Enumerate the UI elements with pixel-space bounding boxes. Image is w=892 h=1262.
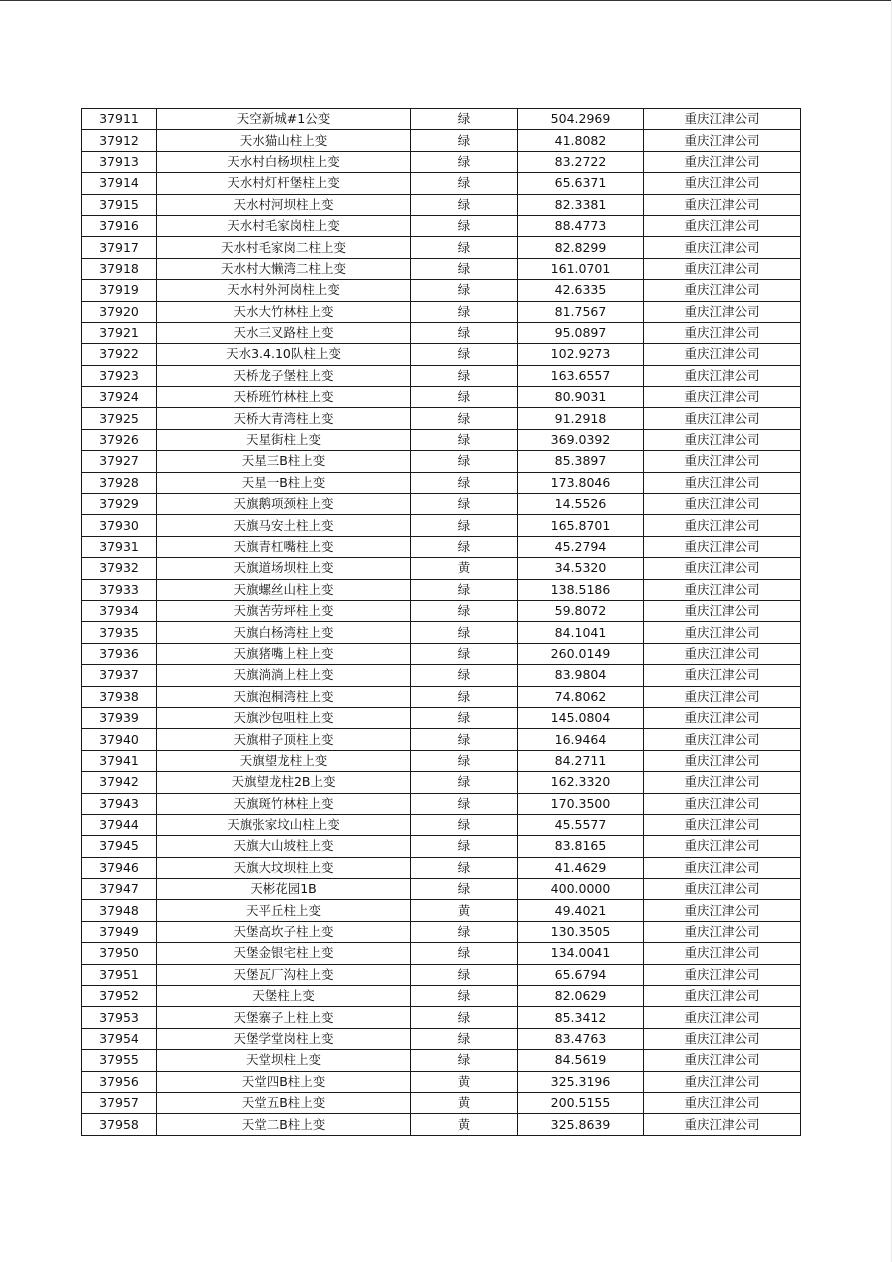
- status-cell: 绿: [411, 579, 518, 600]
- status-cell: 绿: [411, 665, 518, 686]
- company-cell: 重庆江津公司: [644, 173, 801, 194]
- value-cell: 84.5619: [518, 1050, 644, 1071]
- value-cell: 85.3897: [518, 451, 644, 472]
- value-cell: 504.2969: [518, 109, 644, 130]
- value-cell: 163.6557: [518, 365, 644, 386]
- status-cell: 绿: [411, 280, 518, 301]
- value-cell: 170.3500: [518, 793, 644, 814]
- status-cell: 绿: [411, 1050, 518, 1071]
- id-cell: 37925: [82, 408, 157, 429]
- id-cell: 37931: [82, 536, 157, 557]
- company-cell: 重庆江津公司: [644, 151, 801, 172]
- company-cell: 重庆江津公司: [644, 429, 801, 450]
- company-cell: 重庆江津公司: [644, 1028, 801, 1049]
- value-cell: 65.6371: [518, 173, 644, 194]
- id-cell: 37940: [82, 729, 157, 750]
- id-cell: 37955: [82, 1050, 157, 1071]
- name-cell: 天旗张家坟山柱上变: [157, 814, 411, 835]
- value-cell: 200.5155: [518, 1092, 644, 1113]
- value-cell: 138.5186: [518, 579, 644, 600]
- name-cell: 天旗猪嘴上柱上变: [157, 643, 411, 664]
- table-row: [82, 579, 801, 600]
- table-row: [82, 1092, 801, 1113]
- id-cell: 37913: [82, 151, 157, 172]
- table-row: [82, 986, 801, 1007]
- company-cell: 重庆江津公司: [644, 750, 801, 771]
- name-cell: 天空新城#1公变: [157, 109, 411, 130]
- value-cell: 102.9273: [518, 344, 644, 365]
- status-cell: 绿: [411, 986, 518, 1007]
- id-cell: 37949: [82, 921, 157, 942]
- company-cell: 重庆江津公司: [644, 408, 801, 429]
- company-cell: 重庆江津公司: [644, 1050, 801, 1071]
- id-cell: 37928: [82, 472, 157, 493]
- table-row: [82, 173, 801, 194]
- id-cell: 37921: [82, 322, 157, 343]
- status-cell: 绿: [411, 943, 518, 964]
- company-cell: 重庆江津公司: [644, 900, 801, 921]
- id-cell: 37953: [82, 1007, 157, 1028]
- table-row: [82, 130, 801, 151]
- status-cell: 绿: [411, 814, 518, 835]
- status-cell: 绿: [411, 472, 518, 493]
- table-row: [82, 772, 801, 793]
- status-cell: 绿: [411, 1028, 518, 1049]
- name-cell: 天旗泡桐湾柱上变: [157, 686, 411, 707]
- table-row: [82, 622, 801, 643]
- company-cell: 重庆江津公司: [644, 472, 801, 493]
- value-cell: 134.0041: [518, 943, 644, 964]
- company-cell: 重庆江津公司: [644, 879, 801, 900]
- table-row: [82, 280, 801, 301]
- status-cell: 绿: [411, 429, 518, 450]
- company-cell: 重庆江津公司: [644, 451, 801, 472]
- name-cell: 天旗白杨湾柱上变: [157, 622, 411, 643]
- status-cell: 绿: [411, 237, 518, 258]
- table-row: [82, 344, 801, 365]
- status-cell: 绿: [411, 600, 518, 621]
- table-row: [82, 707, 801, 728]
- value-cell: 45.5577: [518, 814, 644, 835]
- id-cell: 37923: [82, 365, 157, 386]
- table-row: [82, 536, 801, 557]
- company-cell: 重庆江津公司: [644, 1092, 801, 1113]
- status-cell: 黄: [411, 1071, 518, 1092]
- status-cell: 绿: [411, 109, 518, 130]
- status-cell: 绿: [411, 793, 518, 814]
- status-cell: 绿: [411, 536, 518, 557]
- id-cell: 37954: [82, 1028, 157, 1049]
- status-cell: 绿: [411, 344, 518, 365]
- id-cell: 37935: [82, 622, 157, 643]
- company-cell: 重庆江津公司: [644, 836, 801, 857]
- name-cell: 天堡柱上变: [157, 986, 411, 1007]
- value-cell: 80.9031: [518, 387, 644, 408]
- table-row: [82, 643, 801, 664]
- status-cell: 黄: [411, 900, 518, 921]
- status-cell: 绿: [411, 451, 518, 472]
- value-cell: 260.0149: [518, 643, 644, 664]
- name-cell: 天水大竹林柱上变: [157, 301, 411, 322]
- name-cell: 天水村大懒湾二柱上变: [157, 258, 411, 279]
- company-cell: 重庆江津公司: [644, 729, 801, 750]
- name-cell: 天平丘柱上变: [157, 900, 411, 921]
- status-cell: 绿: [411, 130, 518, 151]
- name-cell: 天水村外河岗柱上变: [157, 280, 411, 301]
- status-cell: 绿: [411, 622, 518, 643]
- company-cell: 重庆江津公司: [644, 772, 801, 793]
- table-row: [82, 215, 801, 236]
- status-cell: 黄: [411, 1092, 518, 1113]
- id-cell: 37936: [82, 643, 157, 664]
- company-cell: 重庆江津公司: [644, 1114, 801, 1135]
- status-cell: 绿: [411, 707, 518, 728]
- id-cell: 37948: [82, 900, 157, 921]
- name-cell: 天旗望龙柱2B上变: [157, 772, 411, 793]
- table-row: [82, 515, 801, 536]
- company-cell: 重庆江津公司: [644, 1007, 801, 1028]
- table-row: [82, 109, 801, 130]
- table-row: [82, 237, 801, 258]
- table-row: [82, 1071, 801, 1092]
- table-row: [82, 900, 801, 921]
- name-cell: 天旗苦劳坪柱上变: [157, 600, 411, 621]
- name-cell: 天旗沙包咀柱上变: [157, 707, 411, 728]
- name-cell: 天旗螺丝山柱上变: [157, 579, 411, 600]
- company-cell: 重庆江津公司: [644, 109, 801, 130]
- status-cell: 绿: [411, 964, 518, 985]
- id-cell: 37920: [82, 301, 157, 322]
- value-cell: 81.7567: [518, 301, 644, 322]
- table-row: [82, 793, 801, 814]
- id-cell: 37924: [82, 387, 157, 408]
- value-cell: 85.3412: [518, 1007, 644, 1028]
- id-cell: 37943: [82, 793, 157, 814]
- status-cell: 绿: [411, 921, 518, 942]
- value-cell: 41.8082: [518, 130, 644, 151]
- value-cell: 82.8299: [518, 237, 644, 258]
- value-cell: 45.2794: [518, 536, 644, 557]
- name-cell: 天星街柱上变: [157, 429, 411, 450]
- company-cell: 重庆江津公司: [644, 1071, 801, 1092]
- status-cell: 黄: [411, 1114, 518, 1135]
- table-row: [82, 151, 801, 172]
- id-cell: 37915: [82, 194, 157, 215]
- company-cell: 重庆江津公司: [644, 579, 801, 600]
- name-cell: 天旗斑竹林柱上变: [157, 793, 411, 814]
- table-row: [82, 921, 801, 942]
- company-cell: 重庆江津公司: [644, 344, 801, 365]
- company-cell: 重庆江津公司: [644, 793, 801, 814]
- id-cell: 37941: [82, 750, 157, 771]
- name-cell: 天水猫山柱上变: [157, 130, 411, 151]
- name-cell: 天堡高坎子柱上变: [157, 921, 411, 942]
- name-cell: 天桥班竹林柱上变: [157, 387, 411, 408]
- company-cell: 重庆江津公司: [644, 707, 801, 728]
- table-row: [82, 408, 801, 429]
- name-cell: 天旗大山坡柱上变: [157, 836, 411, 857]
- value-cell: 325.3196: [518, 1071, 644, 1092]
- value-cell: 95.0897: [518, 322, 644, 343]
- id-cell: 37942: [82, 772, 157, 793]
- company-cell: 重庆江津公司: [644, 215, 801, 236]
- company-cell: 重庆江津公司: [644, 387, 801, 408]
- value-cell: 16.9464: [518, 729, 644, 750]
- value-cell: 49.4021: [518, 900, 644, 921]
- status-cell: 绿: [411, 857, 518, 878]
- id-cell: 37952: [82, 986, 157, 1007]
- id-cell: 37937: [82, 665, 157, 686]
- transformer-table: [81, 108, 801, 1136]
- name-cell: 天水村河坝柱上变: [157, 194, 411, 215]
- id-cell: 37950: [82, 943, 157, 964]
- value-cell: 83.8165: [518, 836, 644, 857]
- id-cell: 37916: [82, 215, 157, 236]
- id-cell: 37945: [82, 836, 157, 857]
- table-row: [82, 558, 801, 579]
- id-cell: 37912: [82, 130, 157, 151]
- name-cell: 天水村毛家岗柱上变: [157, 215, 411, 236]
- value-cell: 130.3505: [518, 921, 644, 942]
- company-cell: 重庆江津公司: [644, 301, 801, 322]
- id-cell: 37927: [82, 451, 157, 472]
- status-cell: 绿: [411, 194, 518, 215]
- value-cell: 145.0804: [518, 707, 644, 728]
- table-body: [82, 109, 801, 1136]
- value-cell: 82.0629: [518, 986, 644, 1007]
- table-row: [82, 943, 801, 964]
- status-cell: 绿: [411, 301, 518, 322]
- company-cell: 重庆江津公司: [644, 814, 801, 835]
- name-cell: 天旗望龙柱上变: [157, 750, 411, 771]
- name-cell: 天旗柑子顶柱上变: [157, 729, 411, 750]
- name-cell: 天堡瓦厂沟柱上变: [157, 964, 411, 985]
- company-cell: 重庆江津公司: [644, 322, 801, 343]
- id-cell: 37944: [82, 814, 157, 835]
- id-cell: 37938: [82, 686, 157, 707]
- name-cell: 天水三叉路柱上变: [157, 322, 411, 343]
- page-top-border: [0, 0, 892, 1]
- company-cell: 重庆江津公司: [644, 665, 801, 686]
- name-cell: 天水村白杨坝柱上变: [157, 151, 411, 172]
- id-cell: 37946: [82, 857, 157, 878]
- table-row: [82, 472, 801, 493]
- value-cell: 83.2722: [518, 151, 644, 172]
- id-cell: 37958: [82, 1114, 157, 1135]
- id-cell: 37947: [82, 879, 157, 900]
- table-row: [82, 387, 801, 408]
- company-cell: 重庆江津公司: [644, 536, 801, 557]
- status-cell: 绿: [411, 322, 518, 343]
- table-row: [82, 750, 801, 771]
- status-cell: 绿: [411, 215, 518, 236]
- name-cell: 天堂坝柱上变: [157, 1050, 411, 1071]
- name-cell: 天堂四B柱上变: [157, 1071, 411, 1092]
- table-row: [82, 365, 801, 386]
- table-row: [82, 814, 801, 835]
- value-cell: 91.2918: [518, 408, 644, 429]
- value-cell: 83.9804: [518, 665, 644, 686]
- name-cell: 天桥龙子堡柱上变: [157, 365, 411, 386]
- id-cell: 37957: [82, 1092, 157, 1113]
- id-cell: 37926: [82, 429, 157, 450]
- id-cell: 37922: [82, 344, 157, 365]
- table-row: [82, 1028, 801, 1049]
- name-cell: 天堡金银宅柱上变: [157, 943, 411, 964]
- name-cell: 天旗鹅项颈柱上变: [157, 494, 411, 515]
- company-cell: 重庆江津公司: [644, 964, 801, 985]
- value-cell: 84.1041: [518, 622, 644, 643]
- status-cell: 绿: [411, 151, 518, 172]
- table-row: [82, 879, 801, 900]
- id-cell: 37918: [82, 258, 157, 279]
- status-cell: 绿: [411, 686, 518, 707]
- status-cell: 绿: [411, 365, 518, 386]
- id-cell: 37930: [82, 515, 157, 536]
- name-cell: 天堡寨子上柱上变: [157, 1007, 411, 1028]
- status-cell: 绿: [411, 836, 518, 857]
- status-cell: 绿: [411, 494, 518, 515]
- table-row: [82, 301, 801, 322]
- value-cell: 325.8639: [518, 1114, 644, 1135]
- company-cell: 重庆江津公司: [644, 237, 801, 258]
- status-cell: 绿: [411, 173, 518, 194]
- company-cell: 重庆江津公司: [644, 986, 801, 1007]
- status-cell: 绿: [411, 879, 518, 900]
- value-cell: 42.6335: [518, 280, 644, 301]
- table-row: [82, 258, 801, 279]
- value-cell: 83.4763: [518, 1028, 644, 1049]
- company-cell: 重庆江津公司: [644, 515, 801, 536]
- table-row: [82, 857, 801, 878]
- id-cell: 37933: [82, 579, 157, 600]
- name-cell: 天水村灯杆堡柱上变: [157, 173, 411, 194]
- status-cell: 绿: [411, 408, 518, 429]
- value-cell: 173.8046: [518, 472, 644, 493]
- status-cell: 黄: [411, 558, 518, 579]
- name-cell: 天彬花园1B: [157, 879, 411, 900]
- table-row: [82, 451, 801, 472]
- status-cell: 绿: [411, 387, 518, 408]
- name-cell: 天水3.4.10队柱上变: [157, 344, 411, 365]
- table-row: [82, 600, 801, 621]
- table-row: [82, 729, 801, 750]
- id-cell: 37934: [82, 600, 157, 621]
- table-row: [82, 964, 801, 985]
- value-cell: 74.8062: [518, 686, 644, 707]
- value-cell: 65.6794: [518, 964, 644, 985]
- value-cell: 161.0701: [518, 258, 644, 279]
- status-cell: 绿: [411, 258, 518, 279]
- name-cell: 天堂二B柱上变: [157, 1114, 411, 1135]
- name-cell: 天旗道场坝柱上变: [157, 558, 411, 579]
- company-cell: 重庆江津公司: [644, 600, 801, 621]
- status-cell: 绿: [411, 750, 518, 771]
- company-cell: 重庆江津公司: [644, 643, 801, 664]
- table-row: [82, 194, 801, 215]
- status-cell: 绿: [411, 729, 518, 750]
- name-cell: 天旗淌淌上柱上变: [157, 665, 411, 686]
- value-cell: 59.8072: [518, 600, 644, 621]
- id-cell: 37956: [82, 1071, 157, 1092]
- company-cell: 重庆江津公司: [644, 622, 801, 643]
- status-cell: 绿: [411, 643, 518, 664]
- company-cell: 重庆江津公司: [644, 921, 801, 942]
- id-cell: 37914: [82, 173, 157, 194]
- company-cell: 重庆江津公司: [644, 943, 801, 964]
- value-cell: 165.8701: [518, 515, 644, 536]
- name-cell: 天星三B柱上变: [157, 451, 411, 472]
- id-cell: 37911: [82, 109, 157, 130]
- status-cell: 绿: [411, 772, 518, 793]
- company-cell: 重庆江津公司: [644, 130, 801, 151]
- name-cell: 天旗青杠嘴柱上变: [157, 536, 411, 557]
- id-cell: 37939: [82, 707, 157, 728]
- company-cell: 重庆江津公司: [644, 280, 801, 301]
- table-row: [82, 494, 801, 515]
- table-row: [82, 665, 801, 686]
- value-cell: 400.0000: [518, 879, 644, 900]
- company-cell: 重庆江津公司: [644, 857, 801, 878]
- company-cell: 重庆江津公司: [644, 494, 801, 515]
- status-cell: 绿: [411, 515, 518, 536]
- table-row: [82, 1114, 801, 1135]
- id-cell: 37951: [82, 964, 157, 985]
- value-cell: 82.3381: [518, 194, 644, 215]
- company-cell: 重庆江津公司: [644, 194, 801, 215]
- table-row: [82, 836, 801, 857]
- name-cell: 天旗大坟坝柱上变: [157, 857, 411, 878]
- value-cell: 41.4629: [518, 857, 644, 878]
- name-cell: 天星一B柱上变: [157, 472, 411, 493]
- id-cell: 37917: [82, 237, 157, 258]
- table-row: [82, 686, 801, 707]
- id-cell: 37929: [82, 494, 157, 515]
- value-cell: 369.0392: [518, 429, 644, 450]
- name-cell: 天桥大青湾柱上变: [157, 408, 411, 429]
- value-cell: 88.4773: [518, 215, 644, 236]
- value-cell: 14.5526: [518, 494, 644, 515]
- name-cell: 天堂五B柱上变: [157, 1092, 411, 1113]
- table-row: [82, 322, 801, 343]
- table-row: [82, 1050, 801, 1071]
- status-cell: 绿: [411, 1007, 518, 1028]
- id-cell: 37919: [82, 280, 157, 301]
- company-cell: 重庆江津公司: [644, 558, 801, 579]
- value-cell: 34.5320: [518, 558, 644, 579]
- name-cell: 天旗马安土柱上变: [157, 515, 411, 536]
- table-row: [82, 429, 801, 450]
- value-cell: 84.2711: [518, 750, 644, 771]
- company-cell: 重庆江津公司: [644, 365, 801, 386]
- name-cell: 天堡学堂岗柱上变: [157, 1028, 411, 1049]
- name-cell: 天水村毛家岗二柱上变: [157, 237, 411, 258]
- value-cell: 162.3320: [518, 772, 644, 793]
- company-cell: 重庆江津公司: [644, 258, 801, 279]
- id-cell: 37932: [82, 558, 157, 579]
- company-cell: 重庆江津公司: [644, 686, 801, 707]
- table-row: [82, 1007, 801, 1028]
